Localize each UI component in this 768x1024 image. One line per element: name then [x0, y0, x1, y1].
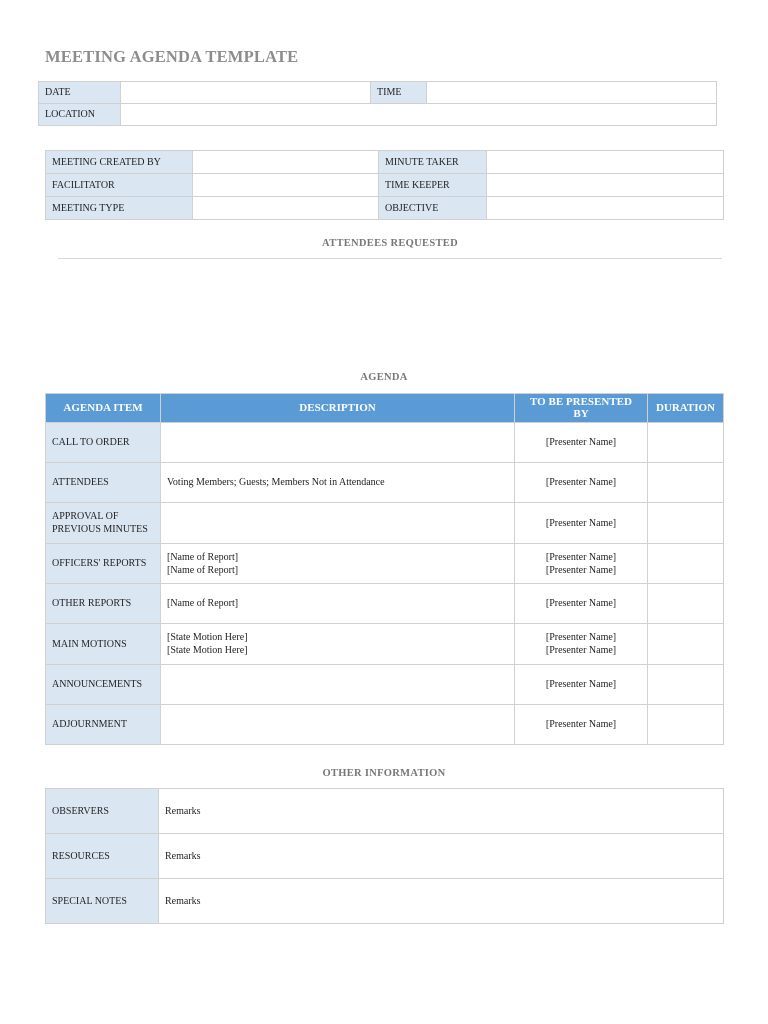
presenter-line2: [Presenter Name] [545, 645, 617, 656]
agenda-table [45, 393, 724, 745]
table-row [46, 879, 724, 924]
header-table [38, 81, 717, 126]
table-row [46, 423, 724, 463]
table-row [46, 544, 724, 584]
table-row [46, 789, 724, 834]
description-line2: [State Motion Here] [167, 645, 248, 656]
other-info-section-title: OTHER INFORMATION [322, 768, 446, 779]
agenda-item-line2: PREVIOUS MINUTES [52, 524, 148, 535]
presenter-line1: [Presenter Name] [545, 632, 617, 643]
presenter-cell[interactable]: [Presenter Name] [515, 665, 648, 705]
table-row [46, 503, 724, 544]
attendees-section-title: ATTENDEES REQUESTED [322, 238, 458, 249]
time-keeper-label: TIME KEEPER [379, 174, 487, 197]
agenda-item-cell: ANNOUNCEMENTS [46, 665, 161, 705]
presented-by-header-line2: BY [573, 408, 589, 420]
meeting-created-by-label: MEETING CREATED BY [46, 151, 193, 174]
presenter-line2: [Presenter Name] [545, 564, 617, 576]
table-row [46, 705, 724, 745]
meeting-type-field[interactable] [193, 197, 379, 220]
description-line2: [Name of Report] [167, 564, 239, 576]
description-cell[interactable] [161, 503, 515, 544]
agenda-item-cell: ATTENDEES [46, 463, 161, 503]
presenter-line1: [Presenter Name] [545, 551, 617, 563]
table-row [46, 584, 724, 624]
date-label: DATE [39, 82, 121, 104]
duration-cell[interactable] [648, 463, 724, 503]
presented-by-header [515, 394, 648, 423]
meeting-type-label: MEETING TYPE [46, 197, 193, 220]
resources-field[interactable]: Remarks [159, 834, 724, 879]
presenter-cell[interactable]: [Presenter Name] [515, 423, 648, 463]
description-cell[interactable]: Voting Members; Guests; Members Not in Attendance [161, 463, 515, 503]
presenter-cell[interactable]: [Presenter Name] [515, 584, 648, 624]
agenda-section-title: AGENDA [360, 372, 408, 383]
presenter-cell[interactable]: [Presenter Name] [515, 463, 648, 503]
table-row [46, 834, 724, 879]
duration-cell[interactable] [648, 624, 724, 665]
minute-taker-label: MINUTE TAKER [379, 151, 487, 174]
agenda-item-cell: ADJOURNMENT [46, 705, 161, 745]
agenda-item-cell: OTHER REPORTS [46, 584, 161, 624]
agenda-item-cell: CALL TO ORDER [46, 423, 161, 463]
minute-taker-field[interactable] [487, 151, 724, 174]
table-row [46, 665, 724, 705]
agenda-item-cell [46, 503, 161, 544]
meeting-created-by-field[interactable] [193, 151, 379, 174]
time-keeper-field[interactable] [487, 174, 724, 197]
special-notes-field[interactable]: Remarks [159, 879, 724, 924]
description-cell[interactable] [161, 624, 515, 665]
description-header: DESCRIPTION [161, 394, 515, 423]
description-cell[interactable]: [Name of Report] [161, 584, 515, 624]
location-label: LOCATION [39, 104, 121, 126]
agenda-item-header: AGENDA ITEM [46, 394, 161, 423]
description-line1: [Name of Report] [167, 551, 239, 563]
duration-cell[interactable] [648, 705, 724, 745]
presenter-cell[interactable] [515, 624, 648, 665]
duration-header: DURATION [648, 394, 724, 423]
duration-cell[interactable] [648, 423, 724, 463]
facilitator-label: FACILITATOR [46, 174, 193, 197]
agenda-item-line1: APPROVAL OF [52, 511, 119, 522]
duration-cell[interactable] [648, 544, 724, 584]
page-title: MEETING AGENDA TEMPLATE [45, 47, 299, 66]
table-row [46, 624, 724, 665]
location-field[interactable] [121, 104, 717, 126]
attendees-area[interactable] [58, 262, 722, 362]
description-cell[interactable] [161, 544, 515, 584]
time-label: TIME [371, 82, 427, 104]
observers-field[interactable]: Remarks [159, 789, 724, 834]
duration-cell[interactable] [648, 584, 724, 624]
duration-cell[interactable] [648, 503, 724, 544]
presenter-cell[interactable]: [Presenter Name] [515, 705, 648, 745]
special-notes-label: SPECIAL NOTES [46, 879, 159, 924]
resources-label: RESOURCES [46, 834, 159, 879]
date-field[interactable] [121, 82, 371, 104]
attendees-divider [58, 258, 722, 259]
description-cell[interactable] [161, 705, 515, 745]
agenda-item-cell: OFFICERS' REPORTS [46, 544, 161, 584]
presenter-cell[interactable] [515, 544, 648, 584]
other-info-table [45, 788, 724, 924]
presented-by-header-line1: TO BE PRESENTED [530, 396, 632, 408]
description-line1: [State Motion Here] [167, 632, 248, 643]
presenter-cell[interactable]: [Presenter Name] [515, 503, 648, 544]
table-row [46, 463, 724, 503]
objective-field[interactable] [487, 197, 724, 220]
agenda-item-cell: MAIN MOTIONS [46, 624, 161, 665]
objective-label: OBJECTIVE [379, 197, 487, 220]
time-field[interactable] [427, 82, 717, 104]
observers-label: OBSERVERS [46, 789, 159, 834]
meeting-details-table [45, 150, 724, 220]
description-cell[interactable] [161, 423, 515, 463]
duration-cell[interactable] [648, 665, 724, 705]
description-cell[interactable] [161, 665, 515, 705]
facilitator-field[interactable] [193, 174, 379, 197]
